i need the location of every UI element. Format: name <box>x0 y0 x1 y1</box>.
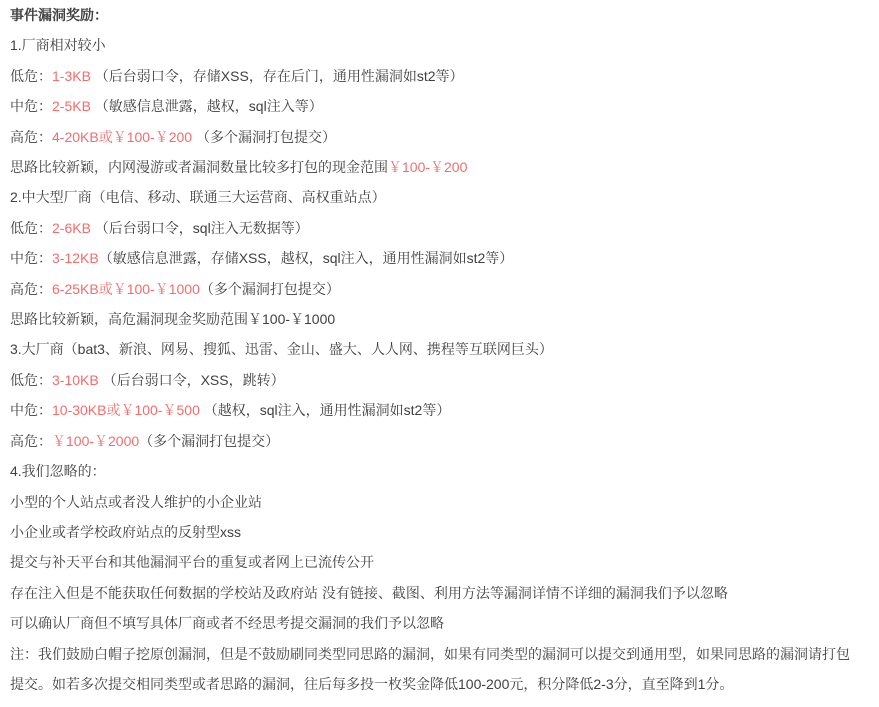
reward-value: 1-3KB <box>52 67 91 84</box>
section-1-heading: 1.厂商相对较小 <box>10 37 106 54</box>
severity-label: 高危： <box>10 280 52 297</box>
section-4-heading: 4.我们忽略的： <box>10 463 106 480</box>
reward-value: 2-6KB <box>52 219 91 236</box>
note-paragraph: 注：我们鼓励白帽子挖原创漏洞，但是不鼓励刷同类型同思路的漏洞，如果有同类型的漏洞可以提交到通用型，如果同思路的漏洞请打包提交。如若多次提交相同类型或者思路的漏洞，往后每多投一枚奖金降低100-200元，积分降低2-3分，直至降到1分。 <box>10 645 850 692</box>
reward-description: （多个漏洞打包提交） <box>139 432 280 449</box>
reward-value: ￥100-￥200 <box>388 159 468 176</box>
section-3-heading: 3.大厂商（bat3、新浪、网易、搜狐、迅雷、金山、盛大、人人网、携程等互联网巨头） <box>10 341 553 358</box>
reward-value: 3-10KB <box>52 371 99 388</box>
severity-label: 低危： <box>10 371 52 388</box>
bonus-text: 思路比较新颖，内网漫游或者漏洞数量比较多打包的现金范围 <box>10 159 388 176</box>
reward-line-mid-3 <box>10 395 855 425</box>
section-2-heading: 2.中大型厂商（电信、移动、联通三大运营商、高权重站点） <box>10 189 386 206</box>
bonus-text: 思路比较新颖，高危漏洞现金奖励范围￥100-￥1000 <box>10 311 336 328</box>
reward-line-low-1 <box>10 61 855 91</box>
reward-line-high-2 <box>10 274 855 304</box>
reward-description: （敏感信息泄露，越权，sql注入等） <box>90 98 323 115</box>
reward-line-high-1 <box>10 122 855 152</box>
ignored-item-4: 存在注入但是不能获取任何数据的学校站及政府站 没有链接、截图、利用方法等漏洞详情不详细的漏洞我们予以忽略 <box>10 584 728 601</box>
reward-line-low-3 <box>10 365 855 395</box>
severity-label: 中危： <box>10 250 52 267</box>
reward-description: （越权，sql注入，通用性漏洞如st2等） <box>199 402 451 419</box>
reward-line-mid-2 <box>10 243 855 273</box>
severity-label: 高危： <box>10 432 52 449</box>
reward-value: 6-25KB或￥100-￥1000 <box>52 280 200 297</box>
reward-value: 10-30KB或￥100-￥500 <box>52 402 200 419</box>
reward-line-bonus-2 <box>10 304 855 334</box>
ignored-item-3: 提交与补天平台和其他漏洞平台的重复或者网上已流传公开 <box>10 554 374 571</box>
ignored-item-2: 小企业或者学校政府站点的反射型xss <box>10 523 241 540</box>
severity-label: 中危： <box>10 402 52 419</box>
page-title: 事件漏洞奖励： <box>10 7 108 23</box>
ignored-item-5: 可以确认厂商但不填写具体厂商或者不经思考提交漏洞的我们予以忽略 <box>10 615 444 632</box>
severity-label: 中危： <box>10 98 52 115</box>
severity-label: 低危： <box>10 67 52 84</box>
reward-value: 3-12KB <box>52 250 99 267</box>
reward-line-mid-1 <box>10 91 855 121</box>
severity-label: 低危： <box>10 219 52 236</box>
ignored-item-1: 小型的个人站点或者没人维护的小企业站 <box>10 493 262 510</box>
reward-value: ￥100-￥2000 <box>52 432 140 449</box>
reward-line-high-3 <box>10 426 855 456</box>
reward-description: （后台弱口令，XSS，跳转） <box>98 371 285 388</box>
reward-description: （后台弱口令，sql注入无数据等） <box>90 219 309 236</box>
reward-description: （敏感信息泄露，存储XSS，越权，sql注入，通用性漏洞如st2等） <box>98 250 514 267</box>
reward-description: （多个漏洞打包提交） <box>199 280 340 297</box>
reward-description: （多个漏洞打包提交） <box>192 128 336 145</box>
reward-value: 4-20KB或￥100-￥200 <box>52 128 193 145</box>
reward-line-low-2 <box>10 213 855 243</box>
reward-line-bonus-1 <box>10 152 855 182</box>
reward-value: 2-5KB <box>52 98 91 115</box>
reward-description: （后台弱口令，存储XSS，存在后门，通用性漏洞如st2等） <box>90 67 464 84</box>
severity-label: 高危： <box>10 128 52 145</box>
